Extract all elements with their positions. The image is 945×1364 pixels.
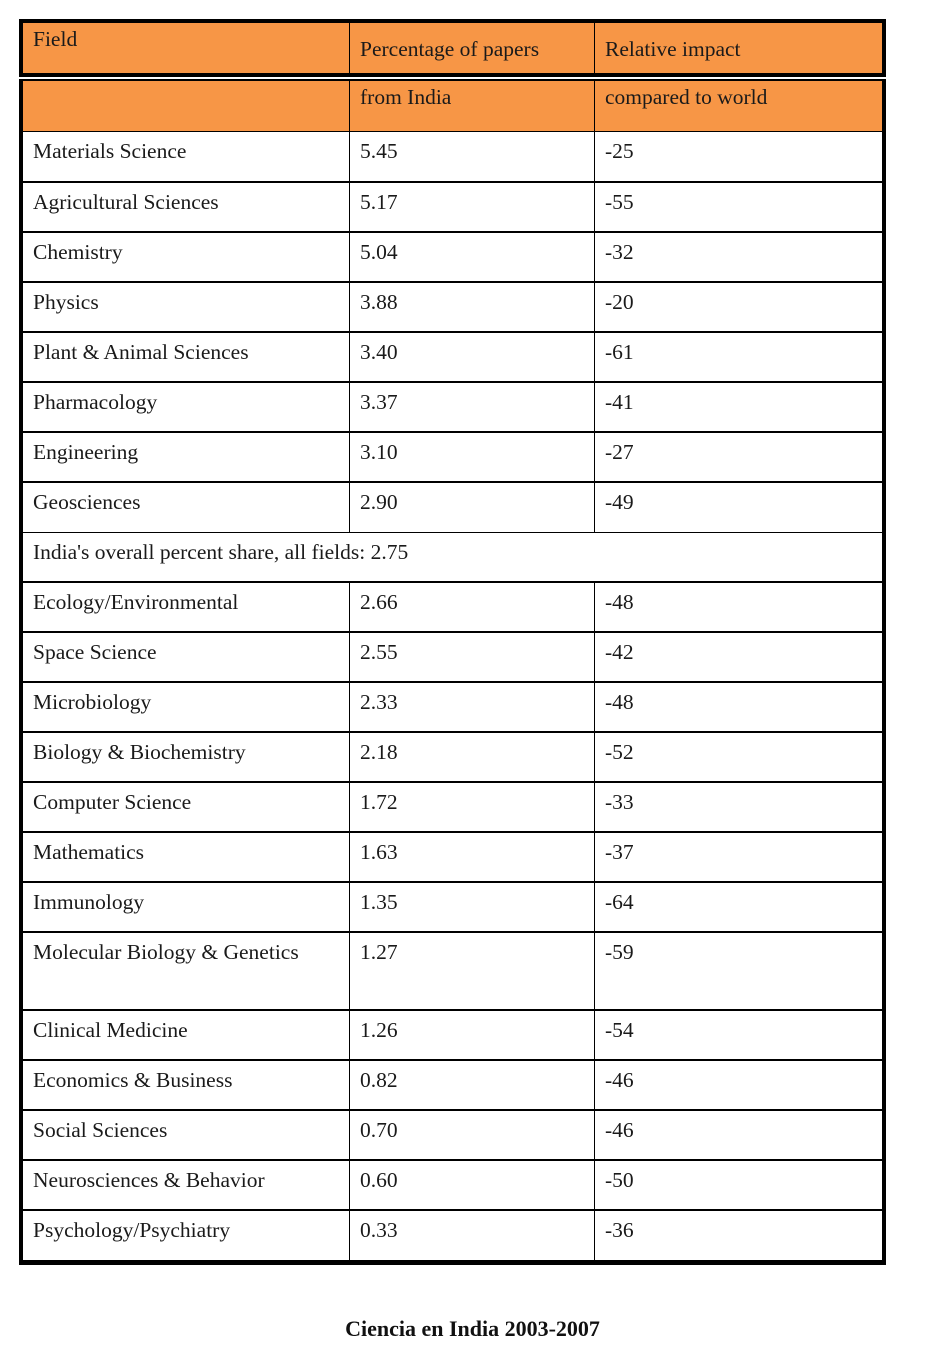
percentage-cell: 0.60	[350, 1161, 595, 1209]
percentage-cell: 5.45	[350, 132, 595, 181]
percentage-cell: 5.17	[350, 183, 595, 231]
impact-cell: -48	[605, 590, 634, 614]
percentage-cell: 1.26	[350, 1011, 595, 1059]
table-row	[23, 232, 882, 282]
table-row	[23, 1110, 882, 1160]
table-row	[23, 1060, 882, 1110]
field-cell: Plant & Animal Sciences	[23, 333, 350, 381]
field-cell: Clinical Medicine	[23, 1011, 350, 1059]
impact-cell: -54	[605, 1018, 634, 1042]
header-impact-continued: compared to world	[605, 85, 768, 109]
caption: Ciencia en India 2003-2007	[345, 1316, 600, 1341]
field-cell: Engineering	[23, 433, 350, 481]
overall-share-note: India's overall percent share, all fields: 2.75	[33, 540, 409, 564]
field-cell: Psychology/Psychiatry	[23, 1211, 350, 1260]
impact-cell: -42	[605, 640, 634, 664]
table-row	[23, 932, 882, 1010]
percentage-cell: 3.88	[350, 283, 595, 331]
impact-cell: -37	[605, 840, 634, 864]
field-cell: Space Science	[23, 633, 350, 681]
field-cell: Pharmacology	[23, 383, 350, 431]
field-cell: Social Sciences	[23, 1111, 350, 1159]
impact-cell: -50	[605, 1168, 634, 1192]
header-field-continued	[23, 81, 350, 131]
percentage-cell: 2.90	[350, 483, 595, 532]
impact-cell: -49	[605, 490, 634, 514]
table-row	[23, 1210, 882, 1260]
table-row	[23, 782, 882, 832]
field-cell: Neurosciences & Behavior	[23, 1161, 350, 1209]
field-cell: Economics & Business	[23, 1061, 350, 1109]
field-cell: Computer Science	[23, 783, 350, 831]
field-cell: Geosciences	[23, 483, 350, 532]
header-row-1	[23, 23, 882, 73]
table-row	[23, 1010, 882, 1060]
table-row	[23, 1160, 882, 1210]
percentage-cell: 2.66	[350, 583, 595, 631]
table-row	[23, 732, 882, 782]
percentage-cell: 1.72	[350, 783, 595, 831]
overall-share-row	[23, 532, 882, 582]
table-row	[23, 282, 882, 332]
field-cell: Chemistry	[23, 233, 350, 281]
field-cell: Physics	[23, 283, 350, 331]
percentage-cell: 5.04	[350, 233, 595, 281]
table-row	[23, 432, 882, 482]
percentage-cell: 1.63	[350, 833, 595, 881]
impact-cell: -46	[605, 1118, 634, 1142]
percentage-cell: 0.82	[350, 1061, 595, 1109]
table-row	[23, 582, 882, 632]
impact-cell: -48	[605, 690, 634, 714]
field-cell: Molecular Biology & Genetics	[23, 933, 350, 1009]
impact-cell: -33	[605, 790, 634, 814]
impact-cell: -46	[605, 1068, 634, 1092]
table-row	[23, 482, 882, 532]
impact-cell: -32	[605, 240, 634, 264]
impact-cell: -27	[605, 440, 634, 464]
table-row	[23, 632, 882, 682]
field-cell: Agricultural Sciences	[23, 183, 350, 231]
field-cell: Biology & Biochemistry	[23, 733, 350, 781]
impact-cell: -59	[605, 940, 634, 964]
percentage-cell: 3.10	[350, 433, 595, 481]
table-header-top	[19, 19, 886, 77]
field-cell: Immunology	[23, 883, 350, 931]
header-percentage: Percentage of papers	[350, 23, 595, 73]
percentage-cell: 3.40	[350, 333, 595, 381]
percentage-cell: 2.55	[350, 633, 595, 681]
percentage-cell: 1.27	[350, 933, 595, 1009]
percentage-cell: 0.33	[350, 1211, 595, 1260]
percentage-cell: 2.18	[350, 733, 595, 781]
impact-cell: -20	[605, 290, 634, 314]
table-row	[23, 682, 882, 732]
field-cell: Ecology/Environmental	[23, 583, 350, 631]
data-table	[19, 79, 886, 1265]
table-row	[23, 182, 882, 232]
table-row	[23, 382, 882, 432]
impact-cell: -64	[605, 890, 634, 914]
table-row	[23, 882, 882, 932]
impact-cell: -41	[605, 390, 634, 414]
impact-cell: -36	[605, 1218, 634, 1242]
percentage-cell: 0.70	[350, 1111, 595, 1159]
impact-cell: -52	[605, 740, 634, 764]
percentage-cell: 3.37	[350, 383, 595, 431]
header-row-2	[23, 81, 882, 132]
table-row	[23, 132, 882, 182]
header-percentage-continued: from India	[350, 81, 595, 131]
percentage-cell: 2.33	[350, 683, 595, 731]
table-row	[23, 332, 882, 382]
impact-cell: -55	[605, 190, 634, 214]
impact-cell: -61	[605, 340, 634, 364]
field-cell: Microbiology	[23, 683, 350, 731]
header-impact: Relative impact	[605, 37, 741, 61]
header-field: Field	[23, 23, 350, 73]
field-cell: Mathematics	[23, 833, 350, 881]
table-row	[23, 832, 882, 882]
percentage-cell: 1.35	[350, 883, 595, 931]
impact-cell: -25	[605, 139, 634, 163]
field-cell: Materials Science	[23, 132, 350, 181]
